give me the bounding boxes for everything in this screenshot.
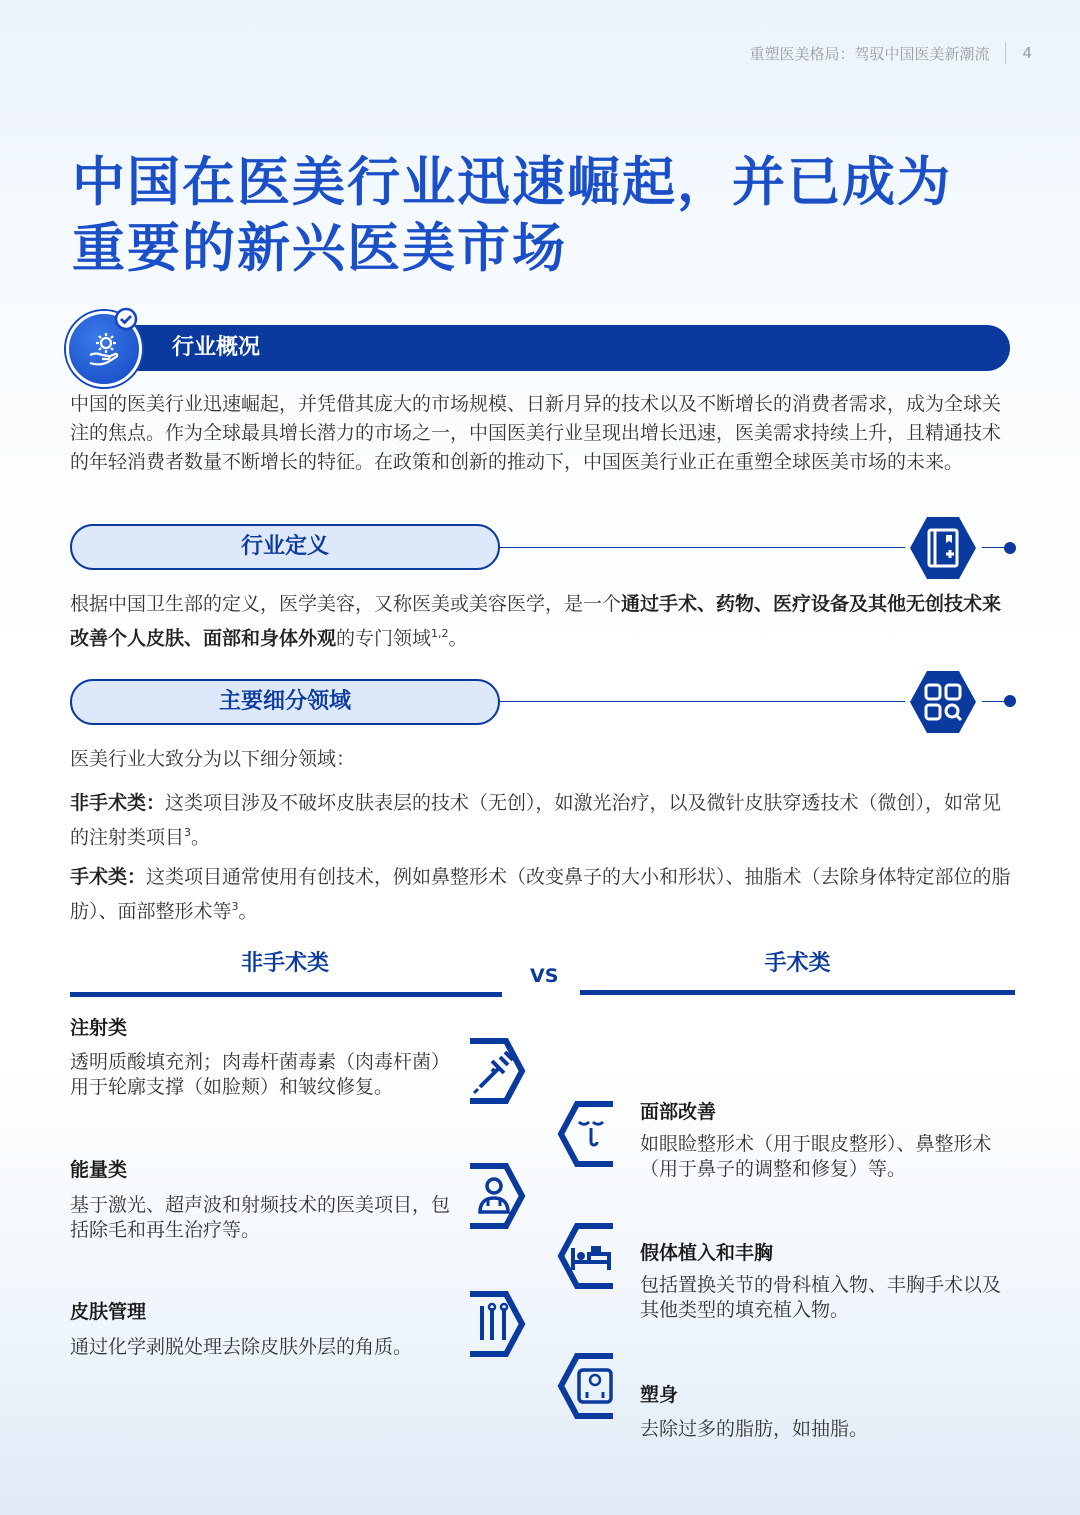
energy-title: 能量类 <box>70 1159 128 1181</box>
versus-label: VS <box>530 965 559 987</box>
hospital-bed-icon <box>553 1220 617 1292</box>
page-title <box>72 150 1032 282</box>
surgical-period: 。 <box>238 900 258 923</box>
surgical-body: 这类项目通常使用有创技术，例如鼻整形术（改变鼻子的大小和形状）、抽脂术（去除身体特定部位的脂肪）、面部整形术等 <box>70 866 1011 923</box>
doctor-icon <box>466 1160 530 1232</box>
medical-record-icon <box>905 510 981 586</box>
body-contouring-desc: 去除过多的脂肪，如抽脂。 <box>640 1418 869 1440</box>
surgical-column-heading: 手术类 <box>764 951 831 976</box>
facial-desc: 如眼睑整形术（用于眼皮整形）、鼻整形术（用于鼻子的调整和修复）等。 <box>640 1133 992 1180</box>
skincare-title: 皮肤管理 <box>70 1301 147 1323</box>
definition-text-bold: 通过手术、药物、医疗设备及其他无创技术来改善个人皮肤、面部和身体外观 <box>70 593 1002 650</box>
segments-rule <box>500 701 910 702</box>
footnote-ref: 3 <box>231 900 239 913</box>
definition-dot <box>1004 542 1016 554</box>
header-divider <box>1005 42 1006 64</box>
nonsurgical-column-rule <box>70 992 502 997</box>
segments-heading: 主要细分领域 <box>70 679 500 725</box>
injection-desc: 透明质酸填充剂；肉毒杆菌毒素（肉毒杆菌）用于轮廓支撑（如脸颊）和皱纹修复。 <box>70 1051 451 1098</box>
definition-text-end: 的专门领域 <box>336 627 432 650</box>
scale-icon <box>553 1350 617 1422</box>
footnote-ref: 3 <box>184 826 192 839</box>
segments-rule-end <box>982 701 1006 702</box>
overview-text: 中国的医美行业迅速崛起，并凭借其庞大的市场规模、日新月异的技术以及不断增长的消费者需求，成为全球关注的焦点。作为全球最具增长潜力的市场之一，中国医美行业呈现出增长迅速，医美需求持续上升，且精通技术的年轻消费者数量不断增长的特征。在政策和创新的推动下，中国医美行业正在重塑全球医美市场的未来。 <box>70 393 1002 473</box>
nonsurgical-column-heading: 非手术类 <box>240 951 329 976</box>
nonsurgical-label: 非手术类： <box>70 792 166 814</box>
grid-search-icon <box>905 664 981 740</box>
definition-rule-end <box>982 547 1006 548</box>
segments-dot <box>1004 695 1016 707</box>
syringe-icon <box>466 1035 530 1107</box>
footnote-ref: 1,2 <box>431 627 449 640</box>
facial-title: 面部改善 <box>640 1101 717 1123</box>
definition-text-start: 根据中国卫生部的定义，医学美容，又称医美或美容医学，是一个 <box>70 593 622 615</box>
page-title-line-2: 重要的新兴医美市场 <box>72 218 567 279</box>
definition-rule <box>500 547 910 548</box>
check-badge-icon <box>114 307 138 331</box>
injection-title: 注射类 <box>70 1017 128 1039</box>
face-icon <box>553 1098 617 1170</box>
nonsurgical-body: 这类项目涉及不破坏皮肤表层的技术（无创），如激光治疗，以及微针皮肤穿透技术（微创），如常见的注射类项目 <box>70 792 1002 849</box>
segments-intro: 医美行业大致分为以下细分领域： <box>70 748 356 770</box>
definition-text <box>70 590 1015 653</box>
body-contouring-title: 塑身 <box>640 1384 679 1406</box>
page-header <box>749 42 1032 64</box>
definition-heading: 行业定义 <box>70 524 500 570</box>
surgical-label: 手术类： <box>70 866 147 888</box>
surgical-text <box>70 863 1015 926</box>
definition-period: 。 <box>448 627 468 650</box>
energy-desc: 基于激光、超声波和射频技术的医美项目，包括除毛和再生治疗等。 <box>70 1194 451 1241</box>
document-title: 重塑医美格局：驾驭中国医美新潮流 <box>749 44 990 63</box>
skincare-tools-icon <box>466 1288 530 1360</box>
implant-title: 假体植入和丰胸 <box>640 1242 774 1264</box>
page-number: 4 <box>1022 44 1032 62</box>
nonsurgical-text <box>70 789 1015 852</box>
surgical-column-rule <box>580 990 1015 995</box>
overview-heading: 行业概况 <box>172 335 261 360</box>
skincare-desc: 通过化学剥脱处理去除皮肤外层的角质。 <box>70 1336 413 1358</box>
implant-desc: 包括置换关节的骨科植入物、丰胸手术以及其他类型的填充植入物。 <box>640 1274 1002 1321</box>
overview-section-bar <box>70 325 1010 371</box>
page-title-line-1: 中国在医美行业迅速崛起，并已成为 <box>72 152 952 213</box>
nonsurgical-period: 。 <box>191 826 211 849</box>
